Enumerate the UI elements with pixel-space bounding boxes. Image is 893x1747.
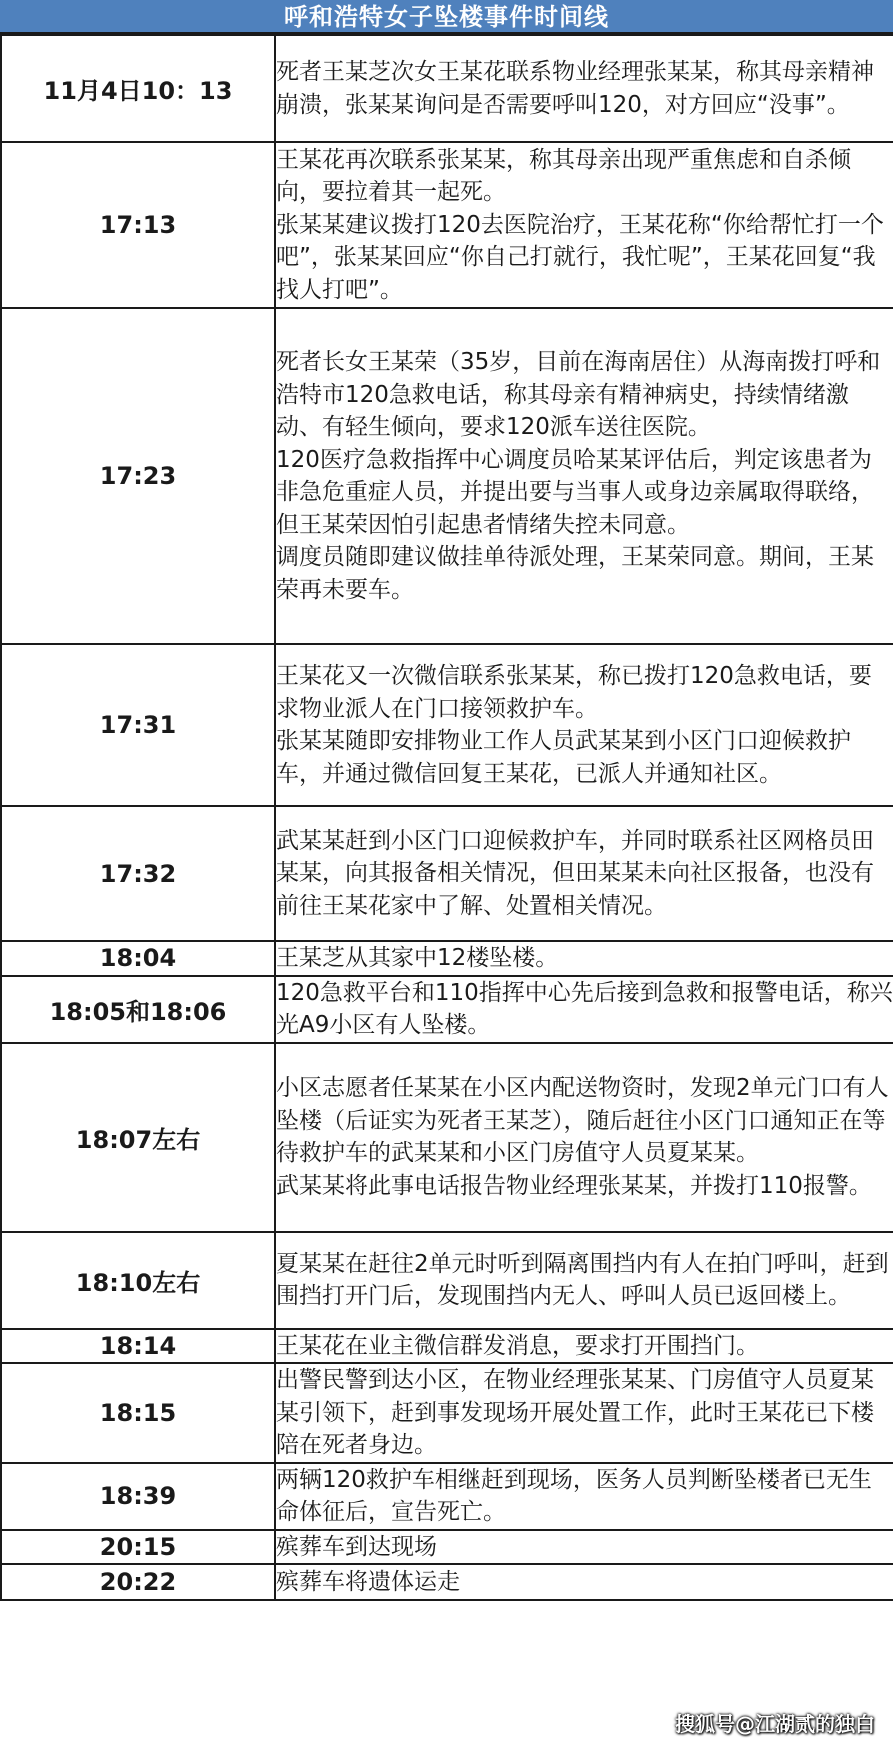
description-paragraph: 王某花再次联系张某某，称其母亲出现严重焦虑和自杀倾向，要拉着其一起死。 <box>276 146 851 206</box>
description-cell <box>275 941 893 976</box>
description-cell <box>275 1463 893 1530</box>
table-row <box>1 806 893 941</box>
table-row <box>1 1363 893 1463</box>
table-row <box>1 142 893 308</box>
table-row <box>1 308 893 644</box>
description-cell <box>275 142 893 308</box>
description-paragraph: 调度员随即建议做挂单待派处理，王某荣同意。期间，王某荣再未要车。 <box>276 544 874 603</box>
table-row <box>1 1463 893 1530</box>
time-cell: 20:22 <box>1 1564 275 1600</box>
timeline-body <box>1 35 893 1600</box>
table-row <box>1 644 893 806</box>
description-cell <box>275 1530 893 1565</box>
time-cell: 11月4日10：13 <box>1 35 275 142</box>
table-row <box>1 35 893 142</box>
time-cell: 18:04 <box>1 941 275 976</box>
description-paragraph: 王某花又一次微信联系张某某，称已拨打120急救电话，要求物业派人在门口接领救护车。 <box>276 663 872 722</box>
description-paragraph: 张某某随即安排物业工作人员武某某到小区门口迎候救护车，并通过微信回复王某花，已派人并通知社区。 <box>276 728 851 787</box>
description-paragraph: 武某某将此事电话报告物业经理张某某，并拨打110报警。 <box>276 1172 872 1199</box>
description-cell <box>275 1564 893 1600</box>
table-row <box>1 1232 893 1329</box>
table-row <box>1 1329 893 1364</box>
description-cell <box>275 1363 893 1463</box>
table-row <box>1 1043 893 1232</box>
time-cell: 20:15 <box>1 1530 275 1565</box>
description-cell <box>275 976 893 1043</box>
description-cell <box>275 308 893 644</box>
table-row <box>1 1530 893 1565</box>
description-cell <box>275 1232 893 1329</box>
timeline-table <box>0 34 893 1601</box>
time-cell: 17:13 <box>1 142 275 308</box>
time-cell: 18:14 <box>1 1329 275 1364</box>
time-cell: 18:07左右 <box>1 1043 275 1232</box>
table-row <box>1 976 893 1043</box>
description-paragraph: 张某某建议拨打120去医院治疗，王某花称“你给帮忙打一个吧”，张某某回应“你自己打就行，我忙呢”，王某花回复“我找人打吧”。 <box>276 211 884 303</box>
description-paragraph: 殡葬车到达现场 <box>276 1533 437 1560</box>
description-cell <box>275 1043 893 1232</box>
description-paragraph: 殡葬车将遗体运走 <box>276 1568 460 1595</box>
table-row <box>1 941 893 976</box>
description-cell <box>275 644 893 806</box>
description-paragraph: 120医疗急救指挥中心调度员哈某某评估后，判定该患者为非急危重症人员，并提出要与当事人或身边亲属取得联络，但王某荣因怕引起患者情绪失控未同意。 <box>276 446 874 538</box>
description-cell <box>275 35 893 142</box>
time-cell: 18:10左右 <box>1 1232 275 1329</box>
description-paragraph: 出警民警到达小区，在物业经理张某某、门房值守人员夏某某引领下，赶到事发现场开展处置工作，此时王某花已下楼陪在死者身边。 <box>276 1367 874 1458</box>
time-cell: 18:15 <box>1 1363 275 1463</box>
table-title: 呼和浩特女子坠楼事件时间线 <box>0 0 893 34</box>
description-paragraph: 王某芝从其家中12楼坠楼。 <box>276 945 559 971</box>
description-paragraph: 夏某某在赶往2单元时听到隔离围挡内有人在拍门呼叫，赶到围挡打开门后，发现围挡内无人、呼叫人员已返回楼上。 <box>276 1250 889 1309</box>
description-paragraph: 武某某赶到小区门口迎候救护车，并同时联系社区网格员田某某，向其报备相关情况，但田某某未向社区报备，也没有前往王某花家中了解、处置相关情况。 <box>276 827 874 919</box>
time-cell: 18:39 <box>1 1463 275 1530</box>
time-cell: 17:23 <box>1 308 275 644</box>
description-paragraph: 两辆120救护车相继赶到现场，医务人员判断坠楼者已无生命体征后，宣告死亡。 <box>276 1466 872 1525</box>
time-cell: 18:05和18:06 <box>1 976 275 1043</box>
description-cell <box>275 806 893 941</box>
description-paragraph: 120急救平台和110指挥中心先后接到急救和报警电话，称兴光A9小区有人坠楼。 <box>276 979 893 1038</box>
description-paragraph: 王某花在业主微信群发消息，要求打开围挡门。 <box>276 1332 759 1359</box>
description-paragraph: 死者长女王某荣（35岁，目前在海南居住）从海南拨打呼和浩特市120急救电话，称其母亲有精神病史，持续情绪激动、有轻生倾向，要求120派车送往医院。 <box>276 349 881 440</box>
time-cell: 17:32 <box>1 806 275 941</box>
description-cell <box>275 1329 893 1364</box>
time-cell: 17:31 <box>1 644 275 806</box>
description-paragraph: 小区志愿者任某某在小区内配送物资时，发现2单元门口有人坠楼（后证实为死者王某芝），随后赶往小区门口通知正在等待救护车的武某某和小区门房值守人员夏某某。 <box>276 1075 889 1166</box>
description-paragraph: 死者王某芝次女王某花联系物业经理张某某，称其母亲精神崩溃，张某某询问是否需要呼叫120，对方回应“没事”。 <box>276 59 874 118</box>
table-row <box>1 1564 893 1600</box>
watermark: 搜狐号@江湖贰的独白 <box>675 1712 875 1736</box>
